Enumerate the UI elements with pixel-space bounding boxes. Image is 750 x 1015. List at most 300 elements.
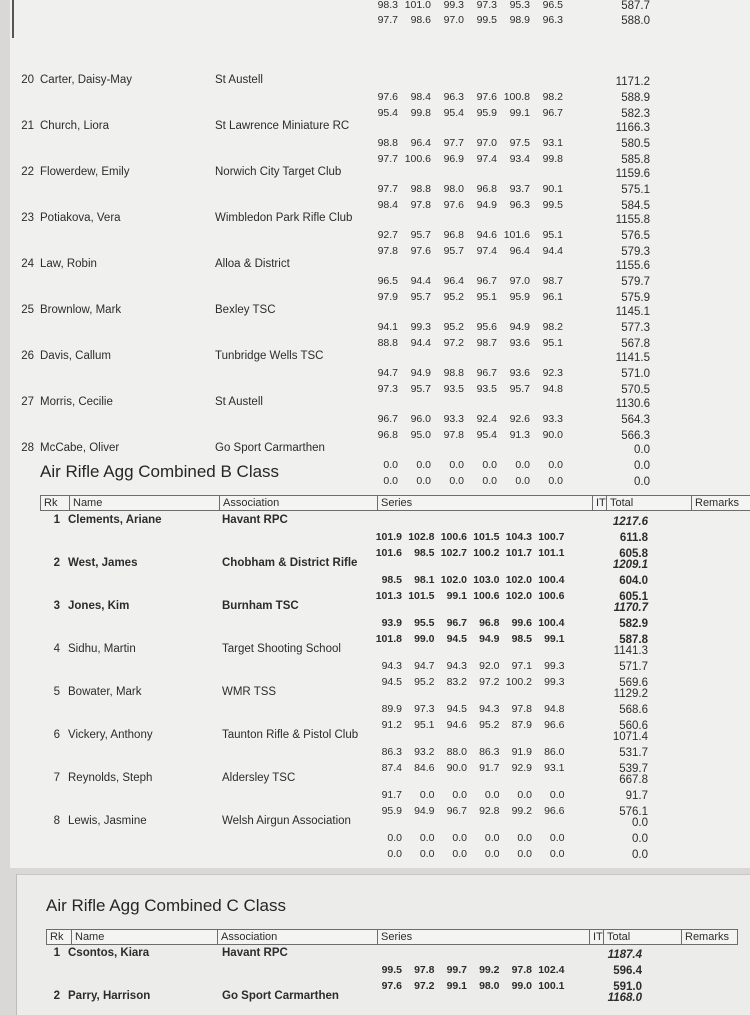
series-score: 98.8: [377, 137, 398, 149]
series-score: 94.6: [446, 719, 467, 731]
series-score: 97.8: [511, 703, 532, 715]
series-score: 101.8: [375, 633, 402, 645]
rank: 2: [53, 557, 60, 569]
series-score: 95.9: [509, 291, 530, 303]
athlete-name: Csontos, Kiara: [68, 947, 150, 959]
subtotal-score: 566.3: [621, 430, 650, 442]
series-score: 91.7: [479, 762, 500, 774]
series-score: 94.1: [377, 321, 398, 333]
association: WMR TSS: [222, 686, 277, 698]
association: Wimbledon Park Rifle Club: [215, 212, 353, 224]
series-score: 96.7: [446, 617, 467, 629]
series-score: 98.4: [377, 199, 398, 211]
series-score: 94.6: [476, 229, 497, 241]
series-score: 99.1: [509, 107, 530, 119]
series-score: 83.2: [446, 676, 467, 688]
series-score: 0.0: [549, 848, 565, 860]
series-score: 95.9: [476, 107, 497, 119]
total-score: 0.0: [632, 817, 648, 829]
athlete-name: Morris, Cecilie: [40, 396, 113, 408]
header-name: Name: [69, 496, 223, 510]
series-score: 94.8: [542, 383, 563, 395]
total-score: 1155.8: [615, 214, 650, 226]
series-score: 98.1: [414, 574, 435, 586]
association: St Lawrence Miniature RC: [215, 120, 350, 132]
subtotal-score: 587.7: [621, 0, 650, 12]
series-score: 96.6: [544, 719, 565, 731]
series-score: 0.0: [452, 789, 467, 801]
athlete-name: Sidhu, Martin: [68, 643, 136, 655]
series-score: 0.0: [383, 475, 398, 487]
series-score: 96.1: [542, 291, 563, 303]
subtotal-score: 567.8: [621, 338, 650, 350]
series-score: 0.0: [549, 789, 565, 801]
series-score: 90.0: [542, 429, 563, 441]
series-score: 94.9: [414, 805, 435, 817]
series-score: 90.0: [446, 762, 467, 774]
subtotal-score: 611.8: [619, 532, 648, 544]
series-score: 99.7: [446, 964, 467, 976]
series-score: 96.4: [443, 275, 464, 287]
rank: 22: [21, 166, 34, 178]
series-score: 93.7: [509, 183, 530, 195]
series-score: 87.4: [381, 762, 402, 774]
series-score: 0.0: [482, 475, 497, 487]
athlete-name: Church, Liora: [40, 120, 110, 132]
series-score: 94.9: [479, 633, 500, 645]
series-score: 99.0: [511, 980, 532, 992]
series-score: 97.6: [377, 91, 398, 103]
series-score: 101.5: [473, 531, 500, 543]
association: Aldersley TSC: [222, 772, 296, 784]
association: Go Sport Carmarthen: [222, 990, 339, 1002]
rank: 3: [53, 600, 60, 612]
series-score: 95.9: [381, 805, 402, 817]
series-score: 95.7: [509, 383, 530, 395]
series-score: 99.1: [446, 590, 467, 602]
series-score: 102.4: [538, 964, 565, 976]
athlete-name: Flowerdew, Emily: [40, 166, 130, 178]
series-score: 97.3: [476, 0, 497, 11]
series-score: 100.6: [440, 531, 467, 543]
series-score: 97.6: [381, 980, 402, 992]
header-total: Total: [603, 930, 685, 944]
series-score: 0.0: [449, 459, 464, 471]
series-score: 102.8: [408, 531, 435, 543]
subtotal-score: 531.7: [619, 747, 648, 759]
series-score: 102.0: [505, 590, 532, 602]
series-score: 96.8: [476, 183, 497, 195]
series-score: 99.5: [542, 199, 563, 211]
series-score: 92.0: [479, 660, 500, 672]
series-score: 0.0: [515, 459, 530, 471]
total-score: 1171.2: [615, 76, 650, 88]
series-score: 0.0: [484, 848, 500, 860]
series-score: 94.3: [446, 660, 467, 672]
series-score: 0.0: [549, 832, 565, 844]
association: Welsh Airgun Association: [222, 815, 351, 827]
series-score: 95.0: [410, 429, 431, 441]
header-assoc: Association: [217, 930, 381, 944]
total-score: 1209.1: [612, 559, 648, 571]
subtotal-score: 560.6: [619, 720, 648, 732]
subtotal-score: 588.9: [621, 92, 650, 104]
association: Chobham & District Rifle: [222, 557, 358, 569]
series-score: 87.9: [511, 719, 532, 731]
series-score: 98.8: [443, 367, 464, 379]
series-score: 98.0: [479, 980, 500, 992]
total-score: 1168.0: [607, 992, 642, 1004]
series-score: 97.0: [476, 137, 497, 149]
subtotal-score: 596.4: [613, 965, 642, 977]
series-score: 99.6: [511, 617, 532, 629]
series-score: 94.7: [414, 660, 435, 672]
series-score: 0.0: [416, 475, 431, 487]
series-score: 98.2: [542, 91, 563, 103]
rank: 1: [53, 947, 60, 959]
athlete-name: Reynolds, Steph: [68, 772, 153, 784]
section-title: Air Rifle Agg Combined B Class: [40, 462, 280, 481]
series-score: 96.5: [377, 275, 398, 287]
series-score: 97.9: [377, 291, 398, 303]
header-it: IT: [592, 496, 610, 510]
subtotal-score: 582.9: [619, 618, 648, 630]
series-score: 96.8: [479, 617, 500, 629]
series-score: 92.8: [479, 805, 500, 817]
series-score: 88.8: [377, 337, 398, 349]
association: Taunton Rifle & Pistol Club: [222, 729, 359, 741]
total-score: 1217.6: [612, 516, 648, 528]
series-score: 100.6: [404, 153, 431, 165]
series-score: 94.5: [446, 703, 467, 715]
series-score: 97.8: [410, 199, 431, 211]
association: Tunbridge Wells TSC: [215, 350, 324, 362]
series-score: 0.0: [484, 789, 500, 801]
subtotal-score: 582.3: [621, 108, 650, 120]
series-score: 99.3: [443, 0, 464, 11]
series-score: 98.5: [511, 633, 532, 645]
series-score: 0.0: [517, 832, 532, 844]
series-score: 96.0: [410, 413, 431, 425]
series-score: 93.9: [381, 617, 402, 629]
total-score: 667.8: [619, 774, 648, 786]
series-score: 92.3: [542, 367, 563, 379]
association: St Austell: [215, 396, 263, 408]
series-score: 95.7: [410, 291, 431, 303]
series-score: 97.7: [377, 153, 398, 165]
subtotal-score: 571.0: [621, 368, 650, 380]
series-score: 96.7: [446, 805, 467, 817]
series-score: 98.4: [410, 91, 431, 103]
series-score: 95.1: [414, 719, 435, 731]
series-score: 95.5: [414, 617, 435, 629]
series-score: 94.3: [381, 660, 402, 672]
series-score: 96.8: [377, 429, 398, 441]
athlete-name: Bowater, Mark: [68, 686, 142, 698]
association: Target Shooting School: [222, 643, 341, 655]
series-score: 100.1: [538, 980, 565, 992]
series-score: 92.4: [476, 413, 497, 425]
header-total: Total: [606, 496, 695, 510]
series-score: 100.2: [505, 676, 532, 688]
series-score: 93.6: [509, 367, 530, 379]
total-score: 1129.2: [613, 688, 648, 700]
athlete-name: Clements, Ariane: [68, 514, 162, 526]
series-score: 97.4: [476, 245, 497, 257]
series-score: 0.0: [517, 848, 532, 860]
athlete-name: Law, Robin: [40, 258, 97, 270]
athlete-name: Potiakova, Vera: [40, 212, 121, 224]
series-score: 101.1: [538, 547, 565, 559]
header-series: Series: [377, 930, 593, 944]
subtotal-score: 584.5: [621, 200, 650, 212]
series-score: 0.0: [419, 832, 435, 844]
series-score: 97.6: [443, 199, 464, 211]
series-score: 99.8: [542, 153, 563, 165]
series-score: 93.6: [509, 337, 530, 349]
table-header: [40, 495, 750, 511]
series-score: 0.0: [383, 459, 398, 471]
athlete-name: Jones, Kim: [68, 600, 130, 612]
series-score: 96.6: [544, 805, 565, 817]
series-score: 96.7: [377, 413, 398, 425]
series-score: 102.7: [440, 547, 467, 559]
total-score: 1155.6: [615, 260, 650, 272]
series-score: 95.2: [414, 676, 435, 688]
series-score: 0.0: [452, 848, 467, 860]
subtotal-score: 579.7: [621, 276, 650, 288]
series-score: 100.7: [538, 531, 565, 543]
table-header: [46, 929, 738, 945]
series-score: 95.7: [410, 383, 431, 395]
series-score: 97.0: [443, 14, 464, 26]
series-score: 101.5: [408, 590, 435, 602]
page-fold-mark: [12, 0, 14, 38]
series-score: 97.7: [377, 183, 398, 195]
series-score: 97.8: [443, 429, 464, 441]
total-score: 1071.4: [612, 731, 648, 743]
series-score: 100.8: [503, 91, 530, 103]
series-score: 94.7: [377, 367, 398, 379]
series-score: 100.4: [538, 574, 565, 586]
series-score: 95.1: [542, 337, 563, 349]
rank: 2: [53, 990, 60, 1002]
series-score: 96.3: [443, 91, 464, 103]
series-score: 88.0: [446, 746, 467, 758]
series-score: 0.0: [452, 832, 467, 844]
series-score: 94.4: [542, 245, 563, 257]
series-score: 97.7: [377, 14, 398, 26]
association: Burnham TSC: [222, 600, 299, 612]
rank: 28: [21, 442, 34, 454]
series-score: 98.5: [414, 547, 435, 559]
association: St Austell: [215, 74, 263, 86]
series-score: 0.0: [515, 475, 530, 487]
subtotal-score: 564.3: [621, 414, 650, 426]
series-score: 86.3: [381, 746, 402, 758]
total-score: 1166.3: [615, 122, 650, 134]
series-score: 95.4: [443, 107, 464, 119]
rank: 1: [53, 514, 60, 526]
series-score: 99.0: [414, 633, 435, 645]
series-score: 96.7: [476, 275, 497, 287]
series-score: 93.3: [542, 413, 563, 425]
series-score: 92.6: [509, 413, 530, 425]
subtotal-score: 571.7: [619, 661, 648, 673]
athlete-name: Vickery, Anthony: [68, 729, 153, 741]
header-series: Series: [377, 496, 596, 510]
series-score: 99.2: [511, 805, 532, 817]
series-score: 91.7: [381, 789, 402, 801]
series-score: 99.1: [446, 980, 467, 992]
series-score: 95.3: [509, 0, 530, 11]
total-score: 1141.3: [613, 645, 648, 657]
series-score: 100.4: [538, 617, 565, 629]
series-score: 94.4: [410, 337, 431, 349]
subtotal-score: 580.5: [621, 138, 650, 150]
subtotal-score: 576.1: [619, 806, 648, 818]
series-score: 94.9: [410, 367, 431, 379]
series-score: 89.9: [381, 703, 402, 715]
series-score: 98.6: [410, 14, 431, 26]
subtotal-score: 570.5: [621, 384, 650, 396]
series-score: 104.3: [505, 531, 532, 543]
subtotal-score: 605.1: [619, 591, 648, 603]
subtotal-score: 576.5: [621, 230, 650, 242]
subtotal-score: 568.6: [619, 704, 648, 716]
series-score: 99.1: [544, 633, 565, 645]
total-score: 1159.6: [615, 168, 650, 180]
series-score: 98.5: [381, 574, 402, 586]
series-score: 97.3: [414, 703, 435, 715]
series-score: 97.1: [511, 660, 532, 672]
subtotal-score: 0.0: [634, 476, 650, 488]
subtotal-score: 577.3: [621, 322, 650, 334]
series-score: 96.9: [443, 153, 464, 165]
series-score: 94.8: [544, 703, 565, 715]
athlete-name: Davis, Callum: [40, 350, 111, 362]
subtotal-score: 0.0: [632, 849, 648, 861]
series-score: 96.4: [509, 245, 530, 257]
rank: 26: [21, 350, 34, 362]
header-rk: Rk: [44, 497, 58, 509]
series-score: 97.2: [443, 337, 464, 349]
header-remarks: Remarks: [681, 930, 741, 944]
series-score: 97.7: [443, 137, 464, 149]
series-score: 94.4: [410, 275, 431, 287]
series-score: 0.0: [548, 459, 563, 471]
series-score: 94.9: [476, 199, 497, 211]
series-score: 97.8: [377, 245, 398, 257]
series-score: 99.2: [479, 964, 500, 976]
subtotal-score: 539.7: [619, 763, 648, 775]
series-score: 99.8: [410, 107, 431, 119]
subtotal-score: 605.8: [619, 548, 648, 560]
athlete-name: Lewis, Jasmine: [68, 815, 147, 827]
series-score: 101.6: [375, 547, 402, 559]
header-assoc: Association: [219, 496, 381, 510]
series-score: 97.2: [479, 676, 500, 688]
series-score: 95.7: [443, 245, 464, 257]
series-score: 98.8: [410, 183, 431, 195]
subtotal-score: 591.0: [613, 981, 642, 993]
association: Havant RPC: [222, 947, 288, 959]
series-score: 97.2: [414, 980, 435, 992]
section-title: Air Rifle Agg Combined C Class: [46, 896, 286, 915]
rank: 6: [53, 729, 60, 741]
series-score: 93.3: [443, 413, 464, 425]
series-score: 95.4: [377, 107, 398, 119]
subtotal-score: 604.0: [619, 575, 648, 587]
series-score: 95.7: [410, 229, 431, 241]
series-score: 101.0: [404, 0, 431, 11]
series-score: 95.2: [443, 321, 464, 333]
total-score: 1187.4: [607, 949, 642, 961]
series-score: 92.9: [511, 762, 532, 774]
subtotal-score: 579.3: [621, 246, 650, 258]
rank: 27: [21, 396, 34, 408]
rank: 25: [21, 304, 34, 316]
series-score: 92.7: [377, 229, 398, 241]
rank: 8: [53, 815, 60, 827]
series-score: 101.3: [375, 590, 402, 602]
series-score: 94.9: [509, 321, 530, 333]
series-score: 0.0: [517, 789, 532, 801]
series-score: 90.1: [542, 183, 563, 195]
series-score: 84.6: [414, 762, 435, 774]
series-score: 97.4: [476, 153, 497, 165]
series-score: 0.0: [482, 459, 497, 471]
rank: 7: [53, 772, 60, 784]
series-score: 95.6: [476, 321, 497, 333]
athlete-name: McCabe, Oliver: [40, 442, 120, 454]
series-score: 95.1: [476, 291, 497, 303]
rank: 24: [21, 258, 34, 270]
series-score: 97.8: [511, 964, 532, 976]
series-score: 97.5: [509, 137, 530, 149]
series-score: 97.6: [476, 91, 497, 103]
series-score: 101.6: [503, 229, 530, 241]
series-score: 100.6: [473, 590, 500, 602]
series-score: 93.5: [443, 383, 464, 395]
subtotal-score: 588.0: [621, 15, 650, 27]
athlete-name: Parry, Harrison: [68, 990, 151, 1002]
series-score: 94.3: [479, 703, 500, 715]
total-score: 1141.5: [615, 352, 650, 364]
series-score: 94.5: [446, 633, 467, 645]
series-score: 98.0: [443, 183, 464, 195]
series-score: 0.0: [387, 832, 402, 844]
series-score: 0.0: [449, 475, 464, 487]
total-score: 1170.7: [613, 602, 648, 614]
association: Go Sport Carmarthen: [215, 442, 325, 454]
total-score: 1130.6: [615, 398, 650, 410]
header-name: Name: [71, 930, 221, 944]
series-score: 96.7: [542, 107, 563, 119]
series-score: 98.7: [542, 275, 563, 287]
series-score: 96.4: [410, 137, 431, 149]
subtotal-score: 587.8: [619, 634, 648, 646]
subtotal-score: 585.8: [621, 154, 650, 166]
rank: 20: [21, 74, 34, 86]
subtotal-score: 0.0: [634, 460, 650, 472]
athlete-name: Carter, Daisy-May: [40, 74, 133, 86]
rank: 21: [21, 120, 34, 132]
series-score: 86.3: [479, 746, 500, 758]
series-score: 0.0: [484, 832, 500, 844]
series-score: 98.2: [542, 321, 563, 333]
series-score: 95.2: [443, 291, 464, 303]
